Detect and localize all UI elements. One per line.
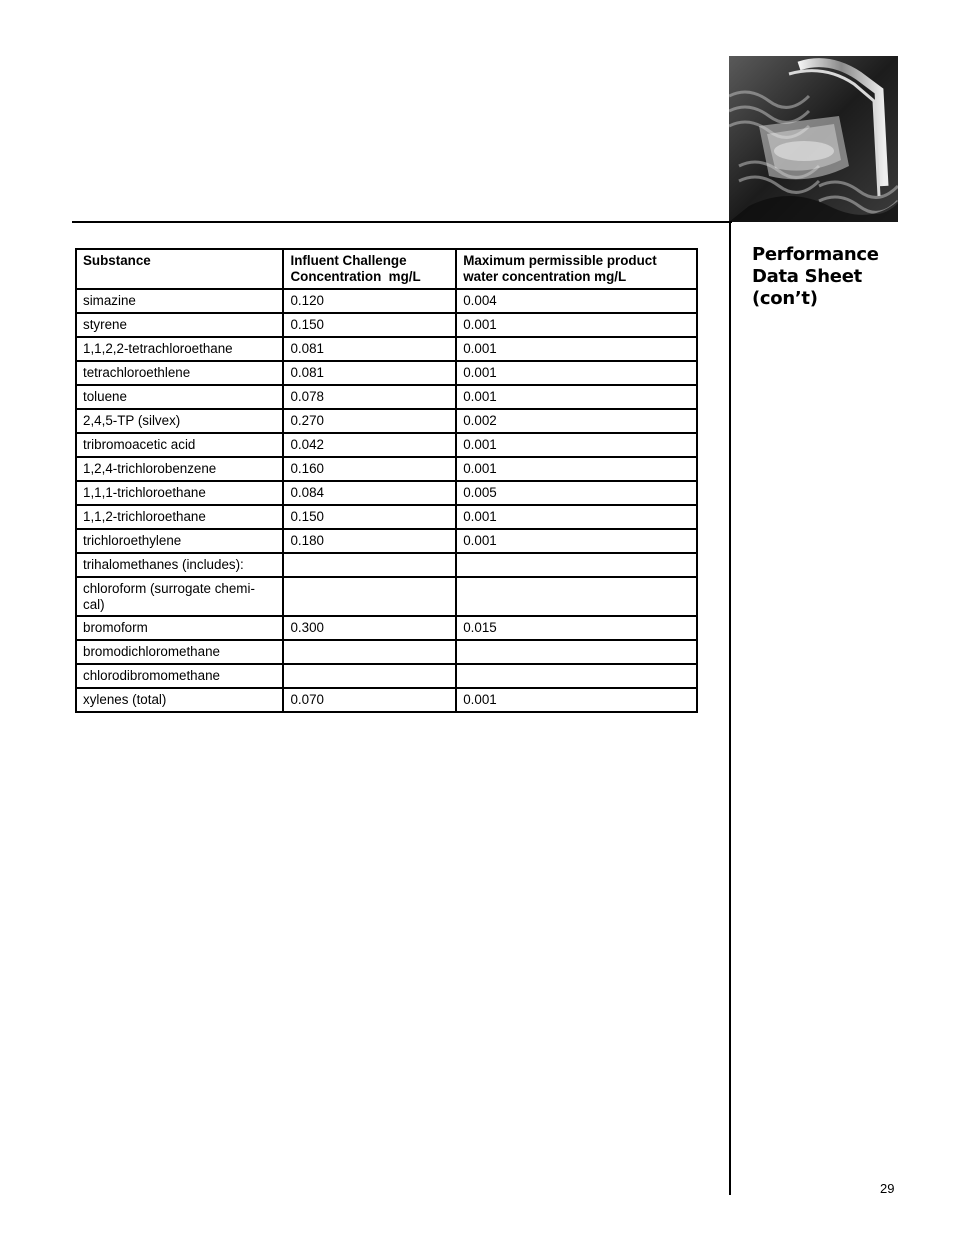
cell-max-permissible [456,577,697,616]
cell-substance: 1,1,2-trichloroethane [76,505,283,529]
cell-influent: 0.150 [283,313,456,337]
sidebar-divider [729,221,731,1195]
table-row [76,505,697,529]
cell-influent [283,577,456,616]
cell-substance: tribromoacetic acid [76,433,283,457]
cell-influent: 0.042 [283,433,456,457]
cell-substance: 1,1,1-trichloroethane [76,481,283,505]
page-number: 29 [880,1181,895,1196]
cell-influent: 0.081 [283,337,456,361]
header-line: Influent Challenge [290,253,407,268]
cell-max-permissible [456,553,697,577]
header-line: water concentration mg/L [463,269,627,284]
cell-influent: 0.120 [283,289,456,313]
performance-data-table [75,248,698,713]
cell-substance: bromodichloromethane [76,640,283,664]
section-title [752,244,902,310]
table-row [76,616,697,640]
section-title-line: Performance [752,244,879,265]
header-line: Maximum permissible product [463,253,657,268]
header-rule [72,221,732,223]
cell-max-permissible: 0.001 [456,433,697,457]
column-header-max-permissible [456,249,697,289]
section-title-line: (con’t) [752,288,818,309]
cell-influent: 0.150 [283,505,456,529]
header-line: Concentration mg/L [290,269,421,284]
header-photo [729,56,898,222]
cell-max-permissible: 0.004 [456,289,697,313]
section-title-line: Data Sheet [752,266,862,287]
cell-max-permissible: 0.001 [456,337,697,361]
table-row [76,640,697,664]
cell-max-permissible: 0.001 [456,529,697,553]
cell-substance: bromoform [76,616,283,640]
table-row [76,313,697,337]
cell-influent [283,664,456,688]
cell-max-permissible: 0.001 [456,385,697,409]
faucet-water-image-icon [729,56,898,222]
table-row [76,361,697,385]
cell-max-permissible: 0.001 [456,313,697,337]
table-row [76,409,697,433]
table-row [76,433,697,457]
table-row [76,289,697,313]
table-row [76,529,697,553]
cell-max-permissible [456,640,697,664]
cell-substance: styrene [76,313,283,337]
cell-substance: trihalomethanes (includes): [76,553,283,577]
cell-influent: 0.070 [283,688,456,712]
cell-influent [283,553,456,577]
cell-influent: 0.081 [283,361,456,385]
cell-max-permissible: 0.001 [456,361,697,385]
cell-max-permissible [456,664,697,688]
cell-substance: trichloroethylene [76,529,283,553]
cell-influent: 0.160 [283,457,456,481]
cell-substance: 1,1,2,2-tetrachloroethane [76,337,283,361]
column-header-substance: Substance [76,249,283,289]
cell-influent: 0.078 [283,385,456,409]
cell-substance: simazine [76,289,283,313]
table-header-row [76,249,697,289]
cell-influent: 0.084 [283,481,456,505]
table-row [76,337,697,361]
table-row [76,553,697,577]
table-row [76,577,697,616]
table-row [76,385,697,409]
column-header-influent [283,249,456,289]
cell-influent: 0.270 [283,409,456,433]
table-row [76,457,697,481]
cell-max-permissible: 0.002 [456,409,697,433]
table-row [76,664,697,688]
cell-max-permissible: 0.001 [456,505,697,529]
cell-substance: chlorodibromomethane [76,664,283,688]
table-row [76,481,697,505]
cell-max-permissible: 0.015 [456,616,697,640]
cell-substance: 1,2,4-trichlorobenzene [76,457,283,481]
cell-max-permissible: 0.001 [456,457,697,481]
cell-substance: chloroform (surrogate chemi- cal) [76,577,283,616]
cell-substance: toluene [76,385,283,409]
table-body [76,289,697,712]
cell-max-permissible: 0.001 [456,688,697,712]
cell-substance: tetrachloroethlene [76,361,283,385]
cell-max-permissible: 0.005 [456,481,697,505]
table-row [76,688,697,712]
cell-influent [283,640,456,664]
cell-substance: xylenes (total) [76,688,283,712]
cell-influent: 0.180 [283,529,456,553]
cell-influent: 0.300 [283,616,456,640]
cell-substance: 2,4,5-TP (silvex) [76,409,283,433]
